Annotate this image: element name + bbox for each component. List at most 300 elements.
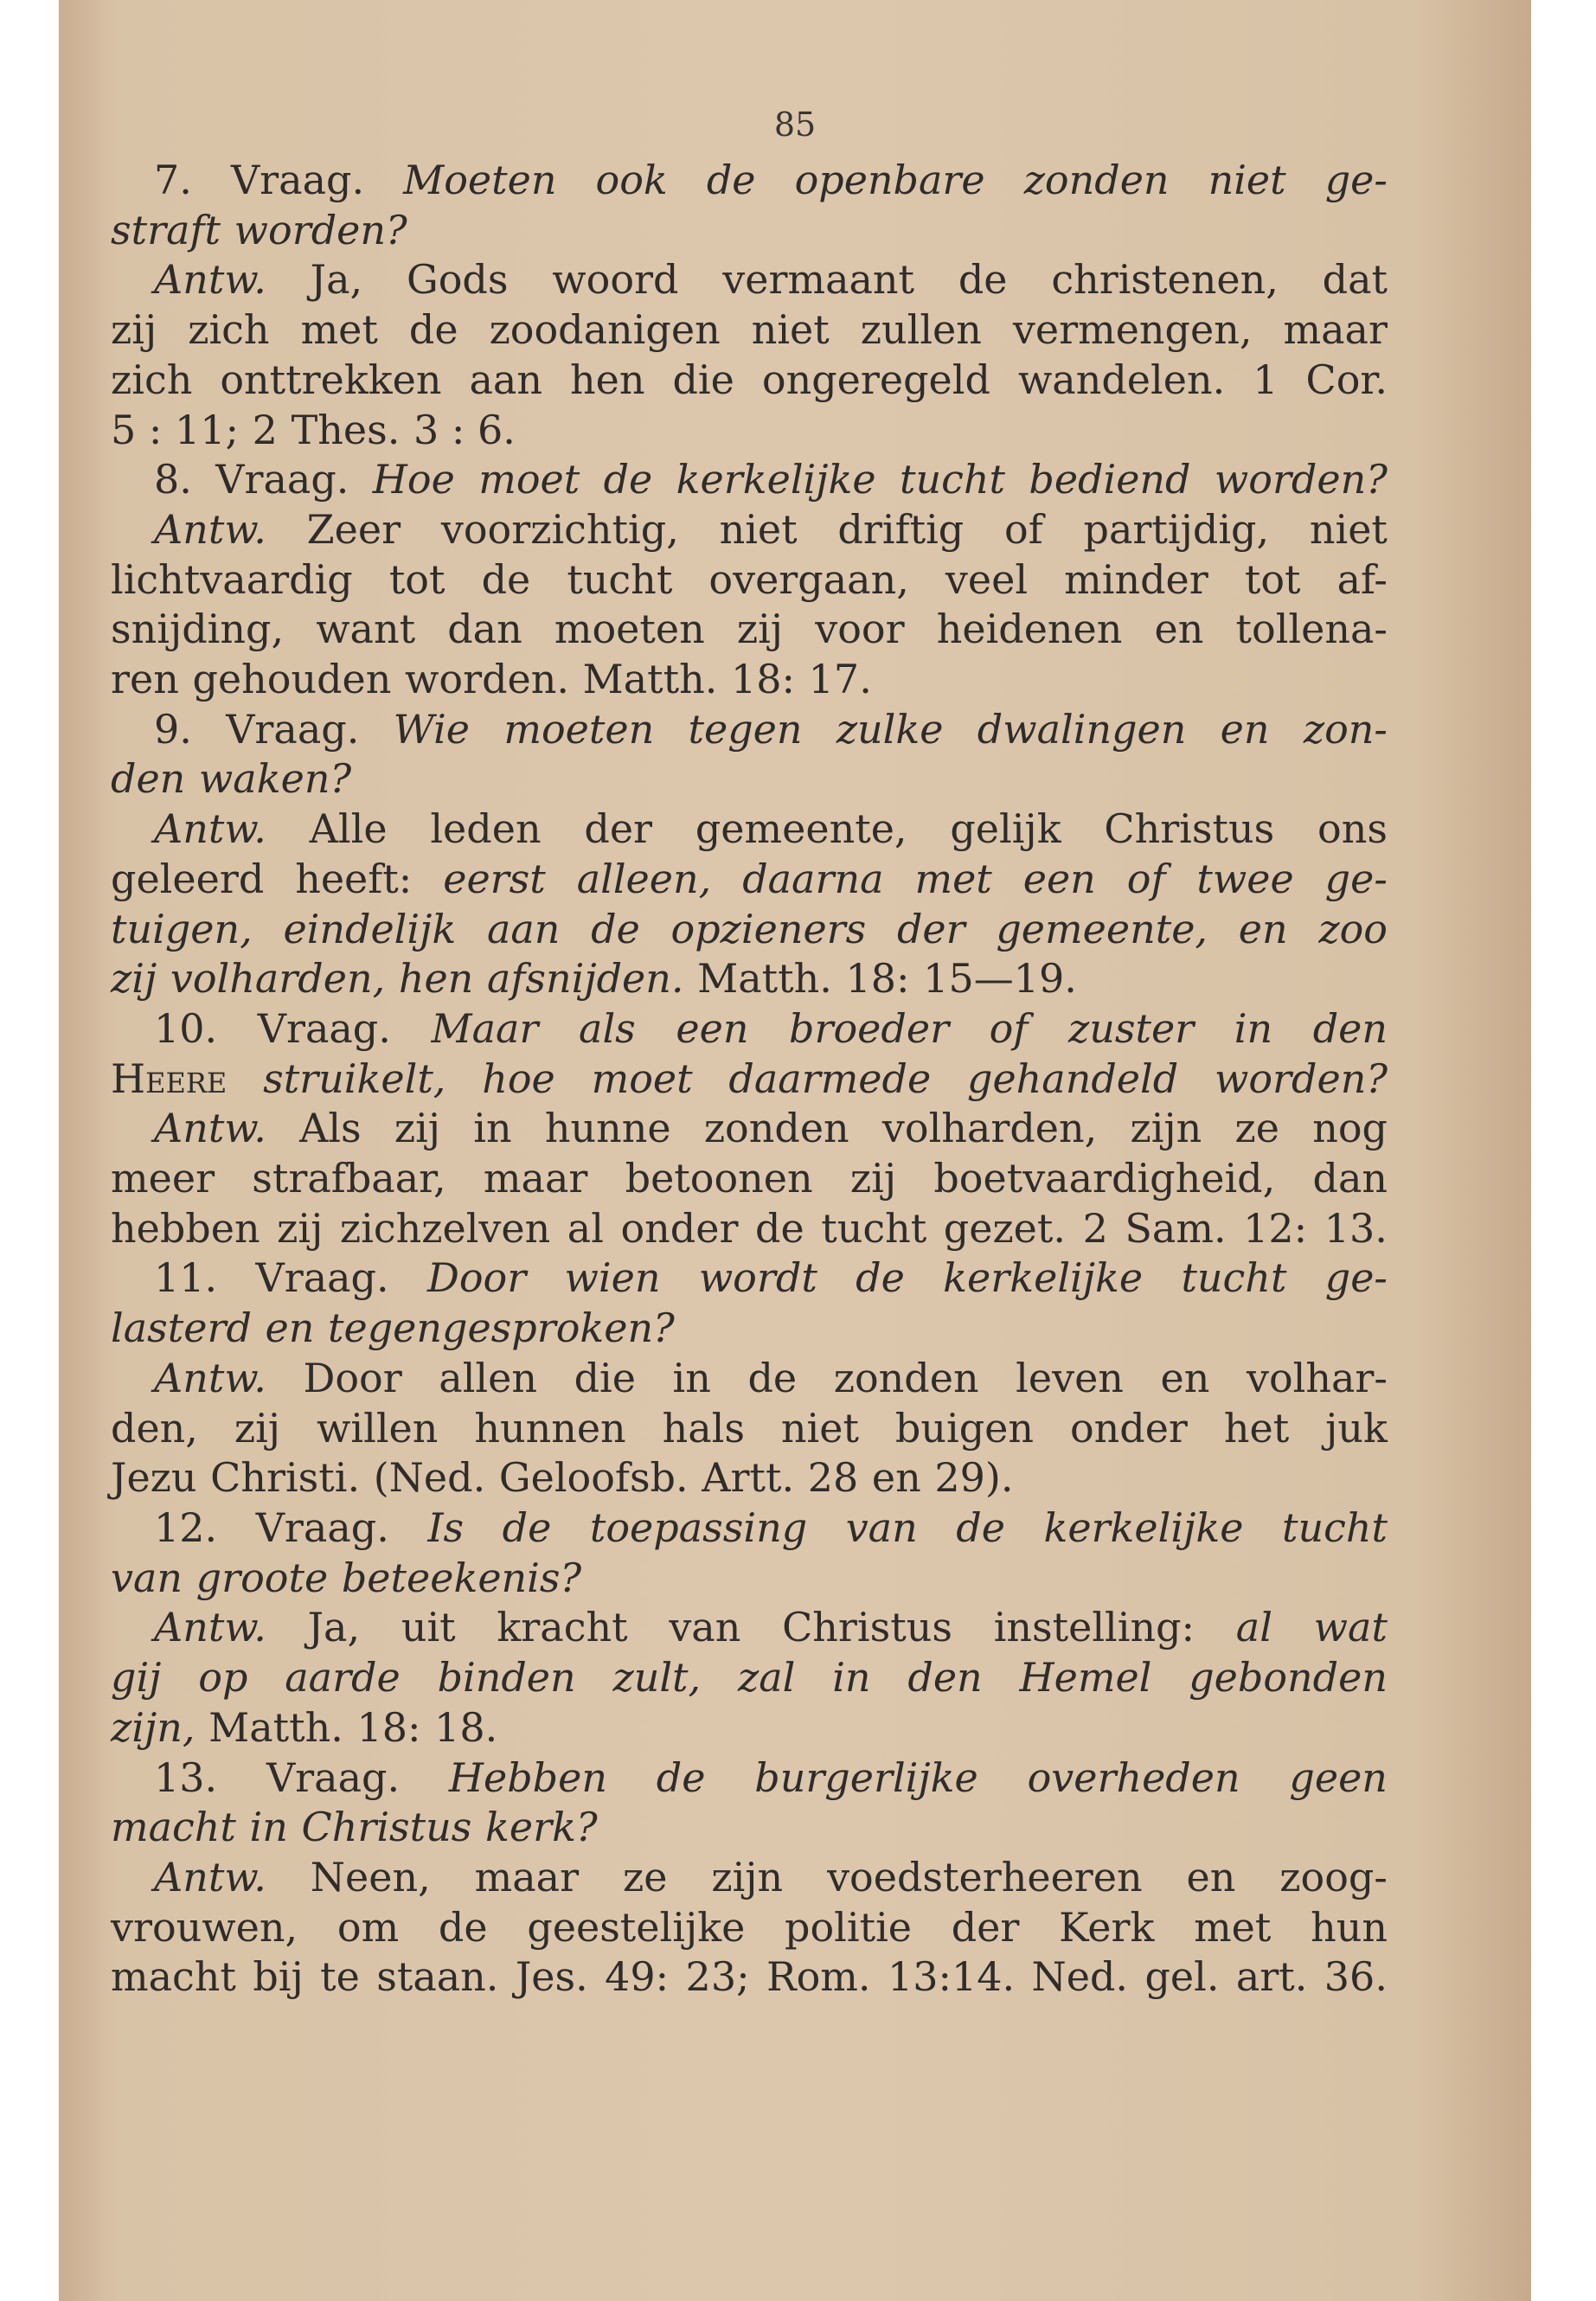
text-line: [111, 1154, 1388, 1204]
text-line: [154, 1503, 1388, 1554]
word: Christus: [1104, 805, 1275, 853]
word: op: [198, 1654, 248, 1702]
word: politie: [785, 1903, 913, 1951]
word: overheden: [1027, 1753, 1240, 1801]
word: Maar: [431, 1004, 539, 1052]
word: kerkelijke: [1043, 1503, 1244, 1551]
word: 49:: [605, 1953, 670, 2001]
word: broeder: [789, 1004, 950, 1052]
word: minder: [1064, 555, 1208, 603]
text-line: [111, 855, 1388, 905]
word: niet: [1208, 157, 1286, 203]
word: staan.: [376, 1953, 499, 2001]
word: leden: [430, 805, 542, 853]
word: al: [1235, 1604, 1272, 1651]
word: dat: [1322, 256, 1388, 304]
word: hun: [1311, 1903, 1388, 1951]
word: gij: [111, 1654, 162, 1702]
word: tucht: [900, 456, 1005, 503]
word: de: [481, 555, 531, 603]
text-line: [154, 1354, 1388, 1404]
word: 15—19.: [923, 955, 1077, 1003]
word: zuster: [1067, 1004, 1195, 1052]
word: maar: [1283, 306, 1388, 354]
word: Neen,: [310, 1853, 431, 1900]
word: bediend: [1029, 456, 1191, 503]
word: de: [958, 256, 1008, 304]
word: allen: [439, 1354, 537, 1401]
word: zoog-: [1279, 1853, 1388, 1900]
word: nog: [1312, 1105, 1388, 1152]
word: lasterd: [111, 1304, 252, 1352]
word: gebonden: [1189, 1654, 1388, 1702]
word: zonden: [1023, 157, 1170, 203]
word: moet: [591, 1054, 693, 1102]
word: 18:: [845, 955, 910, 1003]
word: zijn: [1130, 1105, 1202, 1152]
word: Door: [303, 1354, 402, 1401]
word: vermaant: [722, 256, 915, 304]
word: de: [747, 1354, 798, 1401]
word: ge-: [1324, 855, 1388, 902]
word: 28: [807, 1454, 859, 1502]
word: moeten: [554, 606, 705, 653]
word: geestelijke: [527, 1903, 746, 1951]
word: Jes.: [515, 1953, 588, 2001]
word: Antw.: [154, 1354, 266, 1401]
word: Antw.: [154, 505, 266, 553]
word: 29).: [934, 1454, 1014, 1502]
word: zij: [111, 955, 157, 1003]
word: der: [584, 805, 653, 853]
word: ongeregeld: [761, 356, 990, 403]
word: hen: [569, 356, 645, 403]
word: den: [907, 1654, 983, 1702]
word: tucht: [1181, 1254, 1287, 1302]
text-line: [111, 605, 1388, 655]
word: Jezu: [111, 1454, 197, 1502]
word: Sam.: [1125, 1204, 1227, 1252]
word: die: [574, 1354, 636, 1401]
word: zich: [111, 356, 193, 403]
word: zoo: [1318, 905, 1388, 952]
word: zij: [736, 606, 784, 653]
word: twee: [1196, 855, 1294, 902]
word: en: [265, 1304, 315, 1352]
word: te: [320, 1953, 360, 2001]
word: Door: [426, 1254, 527, 1302]
text-line: [111, 1554, 1388, 1604]
word: gehandeld: [967, 1054, 1179, 1102]
word: als: [579, 1004, 636, 1052]
word: moeten: [503, 705, 655, 753]
word: Rom.: [766, 1953, 871, 2001]
text-line: [154, 1253, 1388, 1304]
book-page: [59, 0, 1531, 2301]
text-line: [111, 905, 1388, 955]
word: 18:: [731, 656, 796, 703]
word: hunnen: [474, 1404, 626, 1452]
word: niet: [780, 1404, 859, 1452]
word: zon-: [1303, 705, 1388, 753]
word: 13:14.: [887, 1953, 1016, 2001]
word: buigen: [894, 1404, 1034, 1452]
word: Cor.: [1305, 356, 1388, 403]
word: heidenen: [936, 606, 1123, 653]
word: zij: [849, 1155, 897, 1202]
word: in: [1234, 1004, 1273, 1052]
word: zult,: [612, 1654, 702, 1702]
word: tegengesproken?: [328, 1304, 675, 1352]
word: 11.: [154, 1254, 218, 1302]
word: voedsterheeren: [827, 1853, 1143, 1900]
text-line: [111, 206, 1388, 256]
word: niet: [751, 306, 830, 354]
word: tot: [388, 555, 445, 603]
word: worden?: [1214, 456, 1388, 503]
word: 17.: [808, 656, 872, 703]
word: 8.: [154, 456, 192, 503]
word: Matth.: [697, 955, 832, 1003]
word: 23;: [685, 1953, 750, 2001]
word: de: [856, 1254, 905, 1302]
word: 3 : 6.: [413, 406, 516, 453]
text-line: [111, 1703, 1388, 1753]
word: ook: [595, 157, 668, 203]
word: Antw.: [154, 1604, 266, 1651]
word: uit: [401, 1604, 456, 1651]
word: daarna: [742, 855, 884, 902]
text-line: [154, 156, 1388, 206]
word: gehouden: [192, 656, 392, 703]
word: Vraag.: [226, 705, 360, 753]
word: en: [1238, 905, 1288, 952]
word: maar: [474, 1853, 580, 1900]
word: Wie: [393, 705, 471, 753]
word: aan: [486, 905, 561, 952]
word: gemeente,: [996, 905, 1208, 952]
word: onttrekken: [220, 356, 442, 403]
word: en: [1154, 606, 1204, 653]
word: Ja,: [307, 1604, 361, 1651]
word: macht: [111, 1953, 236, 2001]
word: burgerlijke: [754, 1753, 978, 1801]
word: van: [111, 1554, 183, 1601]
word: de: [755, 1204, 804, 1252]
word: meer: [111, 1155, 215, 1202]
word: al: [567, 1204, 604, 1252]
word: de: [408, 306, 458, 354]
word: van: [845, 1503, 918, 1551]
word: worden?: [234, 206, 407, 253]
word: ons: [1317, 805, 1388, 853]
word: tuigen,: [111, 905, 253, 952]
word: zij: [394, 1105, 441, 1152]
word: tegen: [688, 705, 803, 753]
word: Antw.: [154, 1853, 266, 1900]
word: zijn: [711, 1853, 784, 1900]
word: willen: [317, 1404, 439, 1452]
word: lichtvaardig: [111, 555, 353, 603]
word: van: [669, 1604, 741, 1651]
word: beteekenis?: [341, 1554, 582, 1601]
word: groote: [195, 1554, 329, 1601]
text-line: [111, 555, 1388, 606]
word: en: [871, 1454, 921, 1502]
text-line: [111, 754, 1388, 804]
word: zich: [188, 306, 270, 354]
word: gelijk: [950, 805, 1061, 853]
word: Is: [427, 1503, 465, 1551]
word: wien: [564, 1254, 661, 1302]
word: een: [676, 1004, 749, 1052]
word: 2: [1082, 1204, 1108, 1252]
word: Hebben: [448, 1753, 607, 1801]
word: volhar-: [1246, 1354, 1388, 1401]
text-line: [154, 505, 1388, 555]
word: aan: [469, 356, 542, 403]
word: de: [656, 1753, 706, 1801]
word: Thes.: [291, 406, 401, 453]
word: ge-: [1324, 1254, 1388, 1302]
word: hebben: [111, 1204, 260, 1252]
word: Als: [299, 1105, 362, 1152]
word: kracht: [497, 1604, 628, 1651]
word: eindelijk: [283, 905, 457, 952]
word: 18:: [356, 1703, 421, 1751]
word: zijn,: [111, 1703, 195, 1751]
text-line: [111, 356, 1388, 406]
word: 2: [252, 406, 278, 453]
text-line: [111, 1404, 1388, 1454]
word: niet: [719, 505, 798, 553]
word: dwalingen: [977, 705, 1187, 753]
word: want: [316, 606, 416, 653]
word: zij: [234, 1404, 281, 1452]
word: ze: [1234, 1105, 1279, 1152]
word: kerk?: [485, 1804, 598, 1851]
word: Ja,: [310, 256, 363, 304]
word: daarmede: [728, 1054, 932, 1102]
word: strafbaar,: [252, 1155, 446, 1202]
word: geen: [1289, 1753, 1388, 1801]
word: Matth.: [208, 1703, 343, 1751]
word: zulke: [836, 705, 944, 753]
word: vrouwen,: [111, 1903, 298, 1951]
word: openbare: [794, 157, 985, 203]
word: hals: [662, 1404, 745, 1452]
word: tollena-: [1235, 606, 1388, 653]
word: moet: [478, 456, 580, 503]
word: met: [300, 306, 378, 354]
word: boetvaardigheid,: [933, 1155, 1276, 1202]
word: Ned.: [1031, 1953, 1129, 2001]
word: macht: [111, 1804, 236, 1851]
word: gezet.: [943, 1204, 1067, 1252]
word: Vraag.: [257, 1004, 391, 1052]
word: Artt.: [702, 1454, 795, 1502]
text-line: [154, 804, 1388, 855]
text-line: [154, 1104, 1388, 1154]
word: 10.: [154, 1004, 218, 1052]
word: en: [1220, 705, 1270, 753]
word: Antw.: [154, 256, 266, 304]
word: afsnijden.: [486, 955, 684, 1003]
word: de: [956, 1503, 1005, 1551]
word: en: [1160, 1354, 1210, 1401]
word: instelling:: [993, 1604, 1195, 1651]
word: leven: [1016, 1354, 1124, 1401]
word: ge-: [1324, 157, 1388, 203]
word: 12:: [1243, 1204, 1308, 1252]
word: kerkelijke: [943, 1254, 1144, 1302]
word: volharden,: [170, 955, 386, 1003]
word: Christus: [782, 1604, 952, 1651]
word: niet: [1309, 505, 1388, 553]
word: zal: [738, 1654, 796, 1702]
word: de: [591, 905, 640, 952]
word: alleen,: [576, 855, 712, 902]
text-line: [111, 1304, 1388, 1354]
word: 13.: [154, 1753, 218, 1801]
word: snijding,: [111, 606, 285, 653]
text-line: [111, 1803, 1388, 1853]
word: Matth.: [582, 656, 718, 703]
text-line: [154, 455, 1388, 505]
word: waken?: [198, 755, 352, 803]
text-line: [111, 954, 1388, 1004]
word: maar: [483, 1155, 588, 1202]
word: zij: [111, 306, 157, 354]
word: driftig: [837, 505, 965, 553]
word: bij: [253, 1953, 304, 2001]
word: hunne: [544, 1105, 671, 1152]
word: tot: [1244, 555, 1301, 603]
text-line: [111, 1653, 1388, 1703]
word: de: [438, 1903, 488, 1951]
word: art.: [1235, 1953, 1308, 2001]
word: ren: [111, 656, 179, 703]
word: Vraag.: [255, 1503, 389, 1551]
word: een: [1022, 855, 1096, 902]
word: veel: [945, 555, 1029, 603]
text-line: [154, 1603, 1388, 1653]
word: zij: [277, 1204, 324, 1252]
word: de: [603, 456, 653, 503]
word: christenen,: [1051, 256, 1279, 304]
word: toepassing: [589, 1503, 808, 1551]
text-line: [111, 1054, 1388, 1105]
word: der: [896, 905, 965, 952]
word: Hemel: [1019, 1654, 1152, 1702]
word: Vraag.: [215, 456, 349, 503]
word: kerkelijke: [676, 456, 876, 503]
word: Vraag.: [230, 157, 365, 203]
word: de: [502, 1503, 552, 1551]
word: zonden: [833, 1354, 979, 1401]
word: den,: [111, 1404, 198, 1452]
word: 13.: [1324, 1204, 1388, 1252]
word: Christus: [301, 1804, 472, 1851]
word: zichzelven: [339, 1204, 551, 1252]
word: struikelt,: [263, 1054, 446, 1102]
word: Alle: [309, 805, 388, 853]
word: geleerd: [111, 855, 265, 902]
word: met: [1194, 1903, 1272, 1951]
word: wordt: [698, 1254, 817, 1302]
word: worden?: [1214, 1054, 1388, 1102]
word: 5 : 11;: [111, 406, 240, 453]
word: in: [249, 1804, 288, 1851]
left-margin: [0, 0, 59, 2301]
word: onder: [1069, 1404, 1188, 1452]
word: (Ned.: [373, 1454, 486, 1502]
word: of: [989, 1004, 1029, 1052]
text-line: [154, 705, 1388, 755]
word: de: [706, 157, 756, 203]
word: hoe: [482, 1054, 555, 1102]
word: Antw.: [154, 1105, 266, 1152]
word: volharden,: [881, 1105, 1098, 1152]
word: voorzichtig,: [440, 505, 679, 553]
word: 36.: [1324, 1953, 1388, 2001]
word: tucht: [567, 555, 673, 603]
word: dan: [1312, 1155, 1388, 1202]
text-line: [111, 305, 1388, 356]
word: 12.: [154, 1503, 218, 1551]
word: partijdig,: [1083, 505, 1270, 553]
word: Vraag.: [255, 1254, 389, 1302]
word: 7.: [154, 157, 192, 203]
word: in: [473, 1105, 512, 1152]
word: Hoe: [372, 456, 455, 503]
word: tucht: [1281, 1503, 1388, 1551]
word: zullen: [860, 306, 982, 354]
text-line: [154, 1004, 1388, 1054]
word: om: [337, 1903, 400, 1951]
text-line: [154, 255, 1388, 305]
word: vermengen,: [1012, 306, 1253, 354]
word: of: [1004, 505, 1043, 553]
word: Gods: [406, 256, 509, 304]
word: opzieners: [670, 905, 867, 952]
word: of: [1126, 855, 1166, 902]
word: Zeer: [306, 505, 401, 553]
word: en: [1186, 1853, 1236, 1900]
word: binden: [437, 1654, 576, 1702]
word: den: [111, 755, 186, 803]
word: 18.: [434, 1703, 498, 1751]
word: worden.: [405, 656, 569, 703]
text-line: [111, 1453, 1388, 1503]
word: Heere: [111, 1054, 228, 1102]
word: het: [1223, 1404, 1290, 1452]
word: af-: [1336, 555, 1388, 603]
word: wandelen.: [1017, 356, 1226, 403]
word: juk: [1325, 1404, 1388, 1452]
word: in: [832, 1654, 871, 1702]
word: zonden: [703, 1105, 849, 1152]
word: aarde: [285, 1654, 401, 1702]
word: Antw.: [154, 805, 266, 853]
word: Moeten: [403, 157, 557, 203]
text-line: [111, 1204, 1388, 1254]
word: ze: [622, 1853, 668, 1900]
word: hen: [398, 955, 474, 1003]
page-text: [111, 156, 1388, 2003]
word: tucht: [821, 1204, 927, 1252]
word: Vraag.: [266, 1753, 401, 1801]
